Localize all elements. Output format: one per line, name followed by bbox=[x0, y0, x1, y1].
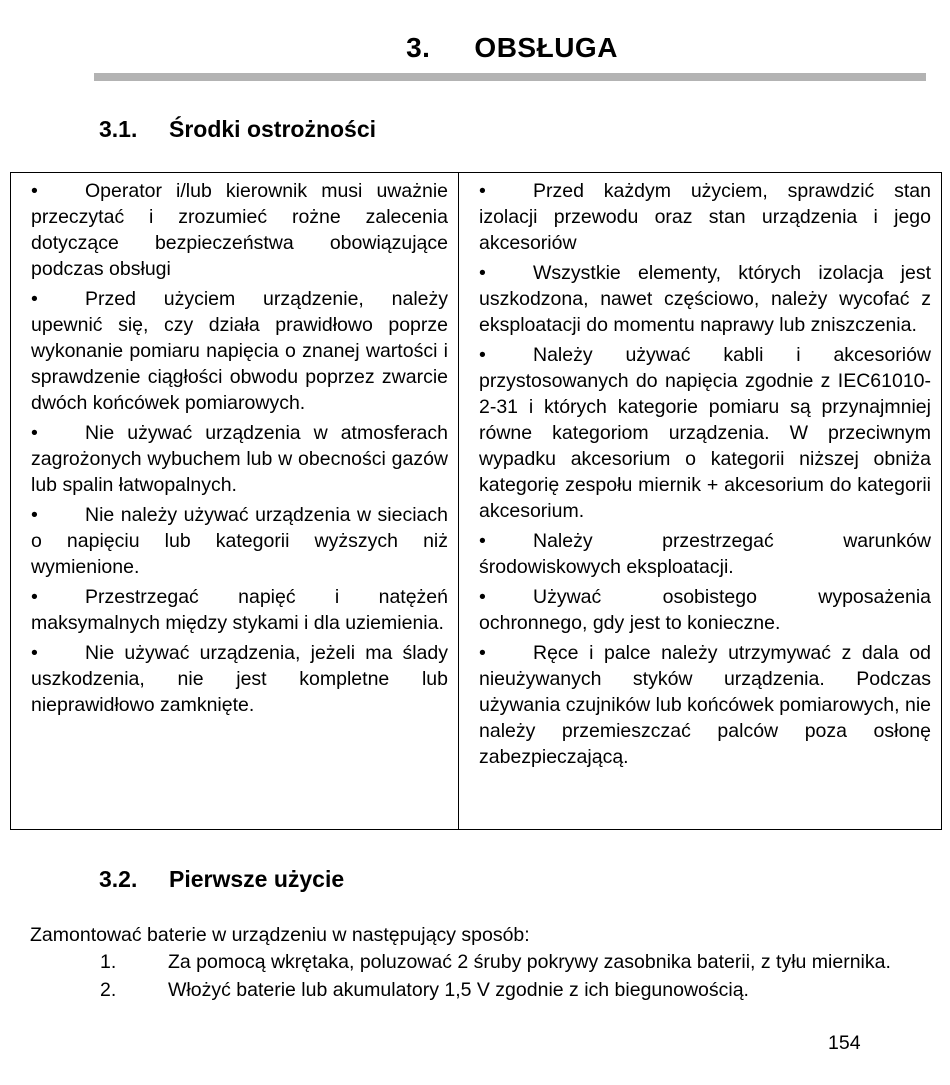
precaution-text: Używać osobistego wyposażenia ochronnego, gdy jest to konieczne. bbox=[479, 586, 931, 634]
bullet-icon: • bbox=[31, 180, 38, 202]
bullet-icon: • bbox=[31, 586, 38, 608]
bullet-icon: • bbox=[479, 586, 486, 608]
chapter-title bbox=[0, 32, 950, 64]
step-number: 1. bbox=[100, 951, 117, 973]
precaution-text: Operator i/lub kierownik musi uważnie przeczytać i zrozumieć rożne zalecenia dotyczące bezpieczeństwa obowiązujące podczas obsługi bbox=[31, 180, 448, 280]
bullet-icon: • bbox=[31, 422, 38, 444]
precautions-left-column bbox=[11, 173, 459, 829]
precaution-item bbox=[479, 528, 931, 580]
precaution-text: Należy używać kabli i akcesoriów przystosowanych do napięcia zgodnie z IEC61010-2-31 i których kategorie pomiaru są przynajmniej równe kategoriom urządzenia. W przeciwnym wypadku akcesorium o kategorii niższej obniża kategorię zespołu miernik + akcesorium do kategorii akcesorium. bbox=[479, 344, 931, 522]
precaution-item bbox=[479, 178, 931, 256]
bullet-icon: • bbox=[31, 504, 38, 526]
precaution-item bbox=[31, 640, 448, 718]
list-item bbox=[100, 950, 920, 975]
list-item bbox=[100, 978, 920, 1003]
precaution-item bbox=[31, 420, 448, 498]
precaution-text: Ręce i palce należy utrzymywać z dala od nieużywanych styków urządzenia. Podczas używania czujników lub końcówek pomiarowych, nie należy przemieszczać palców poza osłonę zabezpieczającą. bbox=[479, 642, 931, 768]
bullet-icon: • bbox=[31, 288, 38, 310]
chapter-divider bbox=[94, 73, 926, 81]
section-heading-first-use bbox=[99, 866, 344, 893]
precaution-item bbox=[479, 342, 931, 524]
precaution-text: Przed każdym użyciem, sprawdzić stan izolacji przewodu oraz stan urządzenia i jego akcesoriów bbox=[479, 180, 931, 254]
precaution-item bbox=[479, 584, 931, 636]
bullet-icon: • bbox=[479, 344, 486, 366]
precaution-text: Nie należy używać urządzenia w sieciach o napięciu lub kategorii wyższych niż wymienione. bbox=[31, 504, 448, 578]
step-number: 2. bbox=[100, 979, 117, 1001]
precaution-text: Nie używać urządzenia, jeżeli ma ślady uszkodzenia, nie jest kompletne lub nieprawidłowo zamknięte. bbox=[31, 642, 448, 716]
battery-steps-list bbox=[100, 950, 920, 1006]
precaution-item bbox=[31, 286, 448, 416]
first-use-intro: Zamontować baterie w urządzeniu w następujący sposób: bbox=[30, 924, 530, 946]
precaution-text: Nie używać urządzenia w atmosferach zagrożonych wybuchem lub w obecności gazów lub spalin łatwopalnych. bbox=[31, 422, 448, 496]
precaution-item bbox=[31, 502, 448, 580]
safety-precautions-table bbox=[10, 172, 942, 830]
precaution-item bbox=[31, 584, 448, 636]
precaution-item bbox=[479, 640, 931, 770]
chapter-number: 3. bbox=[406, 32, 431, 63]
step-text: Za pomocą wkrętaka, poluzować 2 śruby pokrywy zasobnika baterii, z tyłu miernika. bbox=[168, 951, 891, 973]
precaution-text: Przestrzegać napięć i natężeń maksymalnych między stykami i dla uziemienia. bbox=[31, 586, 448, 634]
precaution-text: Wszystkie elementy, których izolacja jest uszkodzona, nawet częściowo, należy wycofać z eksploatacji do momentu naprawy lub zniszczenia. bbox=[479, 262, 931, 336]
bullet-icon: • bbox=[479, 180, 486, 202]
section-title: Pierwsze użycie bbox=[169, 866, 345, 892]
precaution-text: Przed użyciem urządzenie, należy upewnić się, czy działa prawidłowo poprze wykonanie pomiaru napięcia o znanej wartości i sprawdzenie ciągłości obwodu poprzez zwarcie dwóch końcówek pomiarowych. bbox=[31, 288, 448, 414]
bullet-icon: • bbox=[479, 530, 486, 552]
bullet-icon: • bbox=[479, 642, 486, 664]
precautions-right-column bbox=[459, 173, 941, 829]
section-heading-precautions bbox=[99, 116, 376, 143]
section-number: 3.1. bbox=[99, 116, 138, 142]
section-number: 3.2. bbox=[99, 866, 138, 892]
chapter-title-text: OBSŁUGA bbox=[474, 32, 618, 63]
precaution-item bbox=[31, 178, 448, 282]
section-title: Środki ostrożności bbox=[169, 116, 377, 142]
step-text: Włożyć baterie lub akumulatory 1,5 V zgodnie z ich biegunowością. bbox=[168, 979, 749, 1001]
bullet-icon: • bbox=[479, 262, 486, 284]
bullet-icon: • bbox=[31, 642, 38, 664]
page-number: 154 bbox=[828, 1032, 861, 1054]
precaution-item bbox=[479, 260, 931, 338]
precaution-text: Należy przestrzegać warunków środowiskowych eksploatacji. bbox=[479, 530, 931, 578]
